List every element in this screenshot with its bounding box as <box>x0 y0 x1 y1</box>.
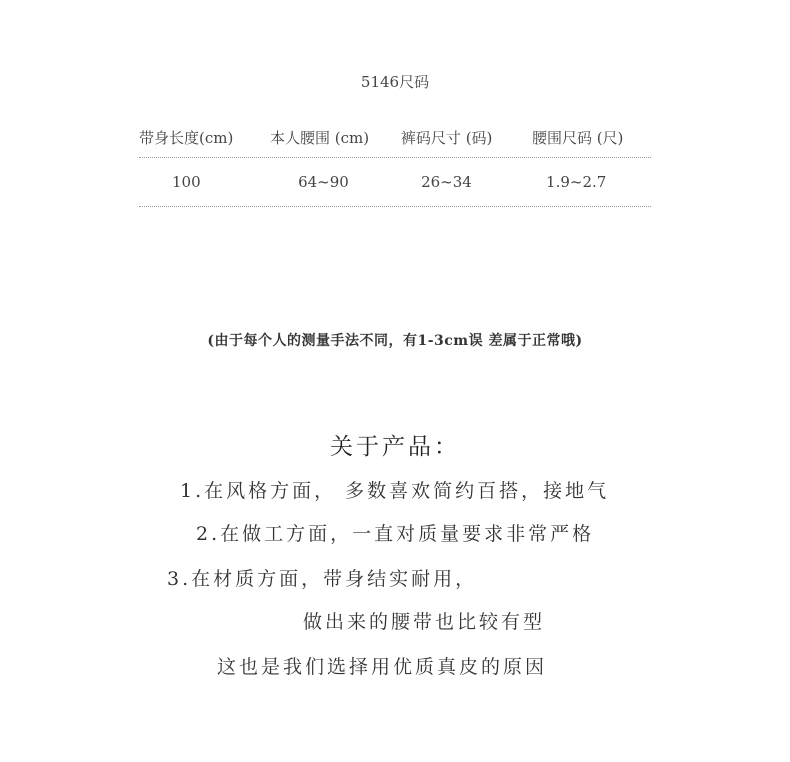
header-belt-length: 带身长度(cm) <box>139 128 234 147</box>
cell-waist-chi: 1.9~2.7 <box>546 173 607 191</box>
product-line: 这也是我们选择用优质真皮的原因 <box>217 656 548 678</box>
measurement-note: (由于每个人的测量手法不同，有1-3cm误 差属于正常哦) <box>207 333 583 349</box>
table-header-row <box>139 117 651 157</box>
product-line: 1.在风格方面， 多数喜欢简约百搭，接地气 <box>180 480 610 502</box>
table-divider <box>139 206 651 207</box>
product-section-title: 关于产品： <box>330 434 460 460</box>
product-line: 2.在做工方面，一直对质量要求非常严格 <box>196 523 595 545</box>
product-line: 3.在材质方面，带身结实耐用， <box>167 568 478 590</box>
cell-belt-length: 100 <box>172 173 201 191</box>
size-table <box>139 117 651 207</box>
cell-waist: 64~90 <box>298 173 349 191</box>
header-waist-chi: 腰围尺码 (尺) <box>531 128 624 147</box>
header-pants-size: 裤码尺寸 (码) <box>400 128 493 147</box>
table-row <box>139 158 651 206</box>
product-line: 做出来的腰带也比较有型 <box>303 611 546 633</box>
cell-pants-size: 26~34 <box>421 173 472 191</box>
header-waist: 本人腰围 (cm) <box>269 128 370 147</box>
size-chart-title: 5146尺码 <box>360 73 430 91</box>
